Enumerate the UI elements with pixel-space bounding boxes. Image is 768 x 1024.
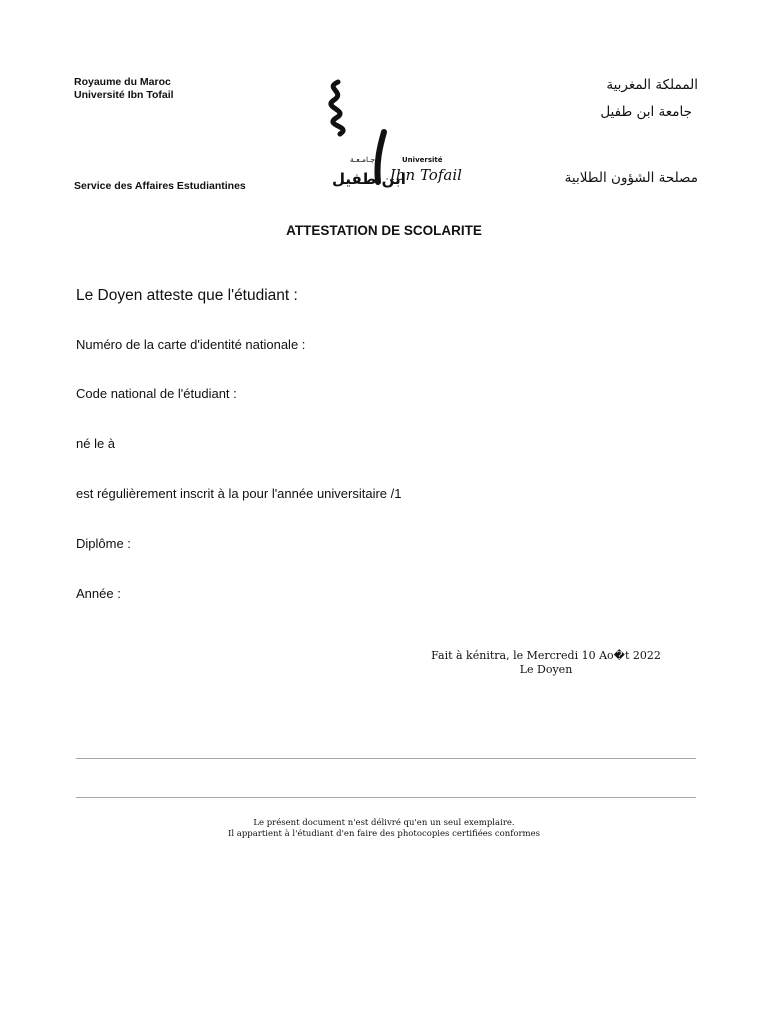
cin-label: Numéro de la carte d'identité nationale : bbox=[76, 337, 306, 352]
lead-statement: Le Doyen atteste que l'étudiant : bbox=[76, 287, 298, 304]
header-university: Université Ibn Tofail bbox=[74, 89, 174, 101]
logo-latin-university: Université bbox=[402, 156, 443, 164]
footer-line-2: Il appartient à l'étudiant d'en faire des photocopies certifiées conformes bbox=[227, 829, 541, 839]
header-service-arabic: مصلحة الشؤون الطلابية bbox=[564, 170, 698, 186]
university-logo bbox=[316, 76, 462, 192]
footer-note bbox=[0, 818, 768, 840]
diploma-label: Diplôme : bbox=[76, 536, 131, 551]
signatory: Le Doyen bbox=[519, 663, 573, 676]
logo-latin-name: Ibn Tofail bbox=[390, 166, 462, 184]
divider-line bbox=[76, 797, 696, 798]
document-title: ATTESTATION DE SCOLARITE bbox=[286, 223, 482, 238]
divider-line bbox=[76, 758, 696, 759]
logo-arabic-name: ابن طفيل bbox=[332, 170, 406, 188]
header-university-arabic: جامعة ابن طفيل bbox=[600, 104, 692, 120]
footer-line-1: Le présent document n'est délivré qu'en un seul exemplaire. bbox=[253, 818, 515, 828]
year-label: Année : bbox=[76, 586, 121, 601]
header-country-arabic: المملكة المغربية bbox=[606, 77, 698, 93]
signature-block bbox=[426, 649, 666, 677]
inscription-statement: est régulièrement inscrit à la pour l'année universitaire /1 bbox=[76, 486, 402, 501]
header-service: Service des Affaires Estudiantines bbox=[74, 180, 246, 192]
student-code-label: Code national de l'étudiant : bbox=[76, 386, 237, 401]
logo-calligraphy-stroke bbox=[331, 82, 343, 134]
birth-label: né le à bbox=[76, 436, 116, 451]
header-country: Royaume du Maroc bbox=[74, 76, 171, 88]
logo-arabic-university: جـامـعـة bbox=[350, 155, 376, 164]
place-date: Fait à kénitra, le Mercredi 10 Ao�t 2022 bbox=[431, 649, 661, 662]
